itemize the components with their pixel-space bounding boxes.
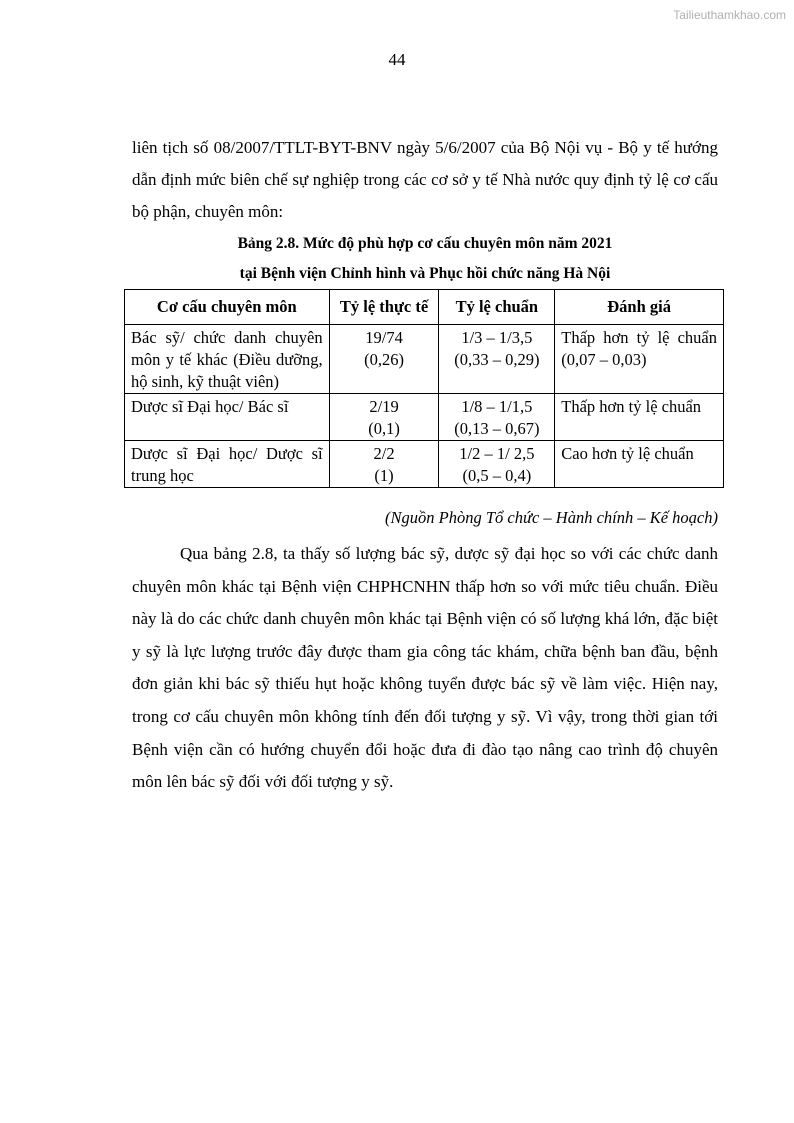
watermark: Tailieuthamkhao.com [673, 8, 786, 22]
table-header-row [125, 290, 724, 325]
table-row [125, 325, 724, 394]
cell-standard [439, 441, 555, 488]
standard-ratio: 1/2 – 1/ 2,5 [459, 444, 535, 463]
header-evaluation: Đánh giá [555, 290, 724, 325]
cell-evaluation: Cao hơn tỷ lệ chuẩn [555, 441, 724, 488]
structure-table [124, 289, 724, 488]
table-caption-line-1: Bảng 2.8. Mức độ phù hợp cơ cấu chuyên môn năm 2021 [237, 235, 613, 252]
table-row [125, 441, 724, 488]
standard-decimal: (0,33 – 0,29) [454, 350, 540, 369]
table-caption-line-2: tại Bệnh viện Chỉnh hình và Phục hồi chức năng Hà Nội [239, 265, 611, 282]
cell-evaluation: Thấp hơn tỷ lệ chuẩn [555, 394, 724, 441]
table-row [125, 394, 724, 441]
actual-decimal: (1) [374, 466, 394, 485]
cell-structure: Bác sỹ/ chức danh chuyên môn y tế khác (Điều dưỡng, hộ sinh, kỹ thuật viên) [125, 325, 330, 394]
cell-structure: Dược sĩ Đại học/ Dược sĩ trung học [125, 441, 330, 488]
source-note: (Nguồn Phòng Tổ chức – Hành chính – Kế hoạch) [385, 508, 718, 527]
cell-actual [329, 325, 439, 394]
cell-actual [329, 441, 439, 488]
cell-structure: Dược sĩ Đại học/ Bác sĩ [125, 394, 330, 441]
intro-section [132, 132, 718, 289]
standard-decimal: (0,5 – 0,4) [462, 466, 532, 485]
header-structure: Cơ cấu chuyên môn [125, 290, 330, 325]
actual-ratio: 19/74 [365, 328, 403, 347]
standard-ratio: 1/8 – 1/1,5 [461, 397, 533, 416]
actual-decimal: (0,26) [364, 350, 404, 369]
page-number: 44 [388, 50, 406, 69]
actual-decimal: (0,1) [368, 419, 400, 438]
header-actual-ratio: Tỷ lệ thực tế [329, 290, 439, 325]
standard-ratio: 1/3 – 1/3,5 [461, 328, 533, 347]
standard-decimal: (0,13 – 0,67) [454, 419, 540, 438]
actual-ratio: 2/19 [369, 397, 399, 416]
cell-evaluation: Thấp hơn tỷ lệ chuẩn (0,07 – 0,03) [555, 325, 724, 394]
actual-ratio: 2/2 [373, 444, 395, 463]
analysis-section [132, 538, 718, 799]
cell-actual [329, 394, 439, 441]
cell-standard [439, 325, 555, 394]
cell-standard [439, 394, 555, 441]
header-standard-ratio: Tỷ lệ chuẩn [439, 290, 555, 325]
intro-paragraph: liên tịch số 08/2007/TTLT-BYT-BNV ngày 5/6/2007 của Bộ Nội vụ - Bộ y tế hướng dẫn định mức biên chế sự nghiệp trong các cơ sở y tế Nhà nước quy định tỷ lệ cơ cấu bộ phận, chuyên môn: [132, 138, 718, 221]
analysis-paragraph: Qua bảng 2.8, ta thấy số lượng bác sỹ, dược sỹ đại học so với các chức danh chuyên môn khác tại Bệnh viện CHPHCNHN thấp hơn so với mức tiêu chuẩn. Điều này là do các chức danh chuyên môn khác tại Bệnh viện có số lượng khá lớn, đặc biệt y sỹ là lực lượng trước đây được tham gia công tác khám, chữa bệnh ban đầu, bệnh đơn giản khi bác sỹ thiếu hụt hoặc không tuyển được bác sỹ về làm việc. Hiện nay, trong cơ cấu chuyên môn không tính đến đối tượng y sỹ. Vì vậy, trong thời gian tới Bệnh viện cần có hướng chuyển đổi hoặc đưa đi đào tạo nâng cao trình độ chuyên môn lên bác sỹ đối với đối tượng y sỹ. [132, 544, 718, 792]
